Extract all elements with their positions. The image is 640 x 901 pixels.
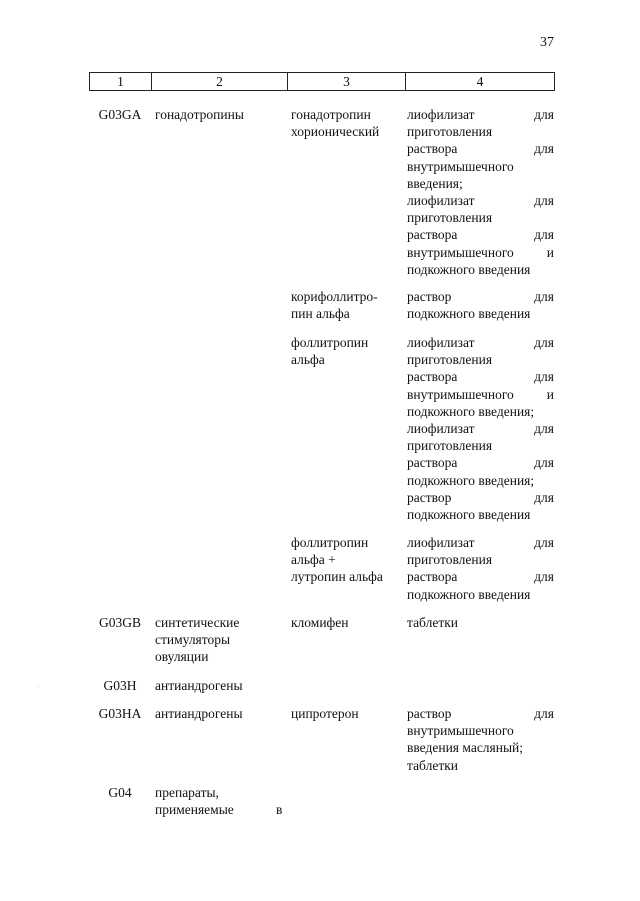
dosage-form: подкожного введения; [407,472,535,488]
dosage-form-word: раствор [407,489,452,505]
dosage-form-word: раствора [407,455,458,471]
dosage-form-word: раствор [407,289,452,304]
atc-code: G03GA [98,107,142,122]
drug-name: альфа [291,352,325,368]
table-header [89,72,555,91]
dosage-form-word: для [534,193,554,208]
group-name: применяемые [155,802,234,818]
dosage-form [407,420,554,437]
atc-code: G04 [108,785,132,800]
margin-mark [38,686,39,687]
dosage-form-word: раствора [407,227,458,243]
dosage-form-word: для [534,569,554,585]
dosage-form [407,489,554,506]
dosage-form: введения масляный; [407,740,524,756]
atc-code: G03GB [98,615,141,630]
group-name: препараты, [155,785,219,800]
dosage-form-word: для [534,535,554,550]
dosage-form-word: для [534,489,554,505]
dosage-form [407,288,554,305]
group-name: в [276,802,283,818]
dosage-form: приготовления [407,438,493,454]
dosage-form [407,192,554,209]
dosage-form: внутримышечного [407,158,514,174]
atc-code: G03H [103,678,137,693]
group-name: стимуляторы [155,632,231,648]
dosage-form: приготовления [407,210,493,226]
group-name: синтетические [155,615,240,630]
dosage-form-word: лиофилизат [407,107,475,122]
dosage-form: подкожного введения [407,586,531,602]
dosage-form: таблетки [407,615,459,630]
dosage-form: подкожного введения; [407,403,535,419]
dosage-form [407,106,554,123]
dosage-form [407,454,554,471]
drug-name: кломифен [291,615,349,630]
group-name: антиандрогены [155,678,243,693]
dosage-form-word: и [546,244,554,260]
drug-name: корифоллитро- [291,289,378,304]
dosage-form [407,334,554,351]
dosage-form: подкожного введения [407,306,531,322]
dosage-form: приготовления [407,124,493,140]
drug-name: альфа + [291,552,336,568]
dosage-form-word: раствор [407,706,452,721]
dosage-form: введения; [407,175,463,191]
dosage-form: приготовления [407,552,493,568]
page-number: 37 [540,35,554,50]
header-col-4: 4 [405,73,554,90]
dosage-form [407,244,554,261]
dosage-form-word: раствора [407,369,458,385]
dosage-form-word: лиофилизат [407,193,475,208]
dosage-form [407,568,554,585]
dosage-form: подкожного введения [407,261,531,277]
dosage-form: подкожного введения [407,507,531,522]
dosage-form [407,534,554,551]
drug-name: пин альфа [291,306,350,322]
drug-name: фоллитропин [291,335,369,350]
dosage-form-word: лиофилизат [407,335,475,350]
group-name: гонадотропины [155,107,244,122]
drug-name: хорионический [291,124,380,140]
dosage-form-word: и [546,386,554,402]
atc-code: G03HA [98,706,142,721]
dosage-form-word: для [534,107,554,122]
dosage-form-word: раствора [407,569,458,585]
dosage-form-word: внутримышечного [407,386,514,402]
dosage-form [407,386,554,403]
dosage-form: таблетки [407,757,459,773]
header-col-2: 2 [151,73,287,90]
header-col-1: 1 [117,74,124,89]
drug-name: гонадотропин [291,107,371,122]
dosage-form-word: лиофилизат [407,421,475,436]
dosage-form-word: для [534,706,554,721]
dosage-form-word: для [534,335,554,350]
drug-name: ципротерон [291,706,359,721]
dosage-form [407,368,554,385]
dosage-form [407,705,554,722]
dosage-form-word: для [534,227,554,243]
group-name: антиандрогены [155,706,243,721]
dosage-form: приготовления [407,352,493,368]
header-col-3: 3 [287,73,405,90]
dosage-form-word: для [534,455,554,471]
dosage-form-word: для [534,289,554,304]
dosage-form: внутримышечного [407,723,514,739]
dosage-form-word: раствора [407,141,458,157]
dosage-form-word: для [534,369,554,385]
dosage-form-word: лиофилизат [407,535,475,550]
drug-name: лутропин альфа [291,569,383,585]
dosage-form [407,226,554,243]
dosage-form-word: для [534,141,554,157]
dosage-form [407,140,554,157]
dosage-form-word: для [534,421,554,436]
drug-name: фоллитропин [291,535,369,550]
group-name: овуляции [155,649,209,665]
dosage-form-word: внутримышечного [407,244,514,260]
